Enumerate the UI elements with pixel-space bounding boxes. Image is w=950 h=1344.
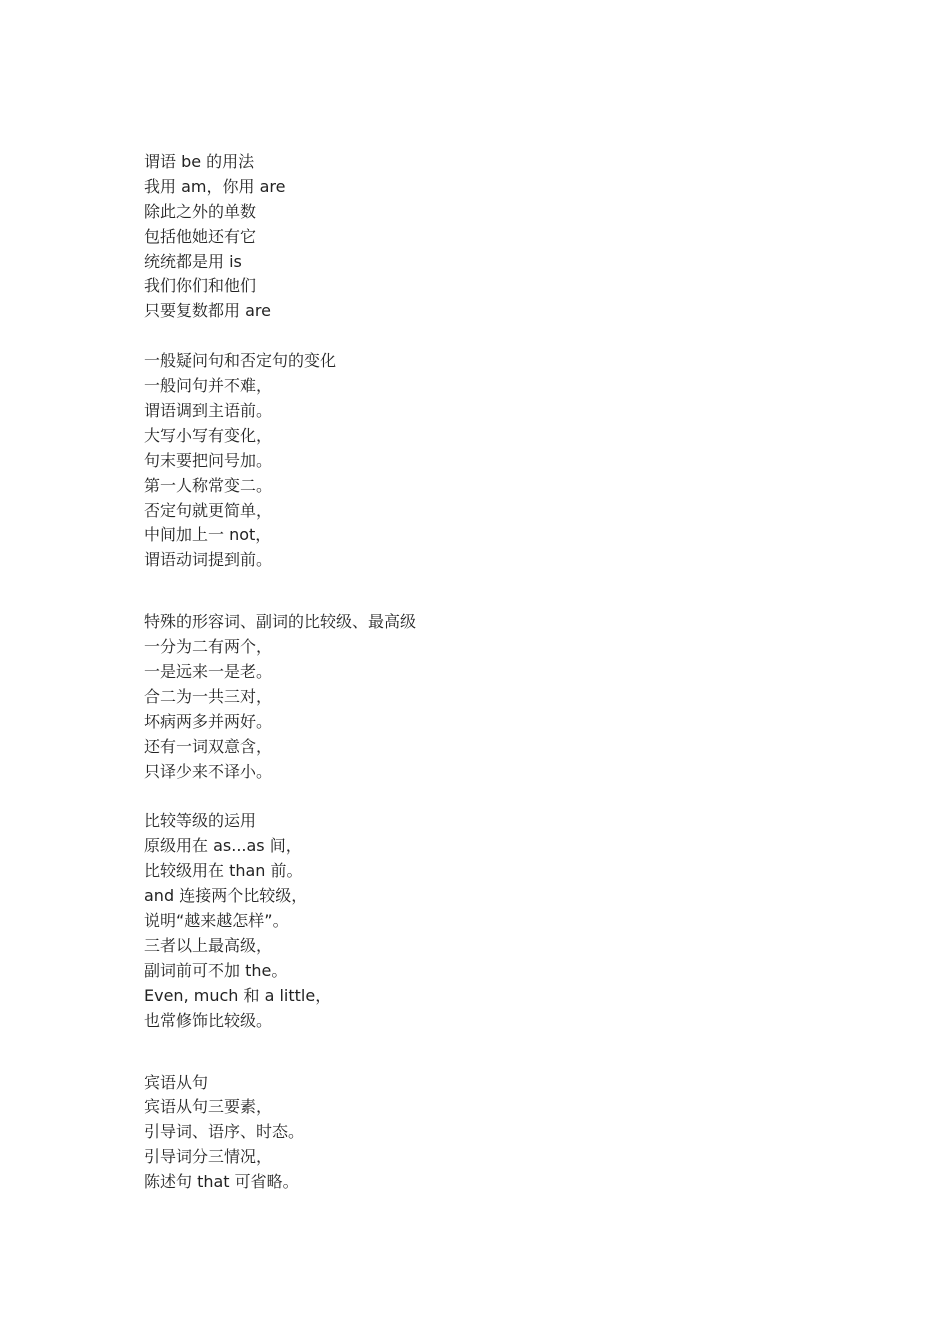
- section-title: 特殊的形容词、副词的比较级、最高级: [144, 612, 417, 632]
- verse-line: 一般问句并不难，: [144, 376, 273, 396]
- spacer: [144, 1034, 844, 1071]
- verse-line: 第一人称常变二。: [144, 475, 273, 495]
- verse-line: 包括他她还有它: [144, 226, 257, 246]
- verse-line: 说明“越来越怎样”。: [144, 911, 289, 931]
- section-object-clause: [144, 1071, 844, 1195]
- section-title: 一般疑问句和否定句的变化: [144, 351, 337, 371]
- verse-line: 大写小写有变化，: [144, 425, 273, 445]
- verse-line: 陈述句 that 可省略。: [144, 1172, 299, 1192]
- section-be-usage: [144, 150, 844, 324]
- verse-line: 谓语动词提到前。: [144, 550, 273, 570]
- document-page: [144, 150, 844, 1195]
- verse-line: 只译少来不译小。: [144, 761, 273, 781]
- spacer: [144, 784, 844, 809]
- verse-line: 原级用在 as...as 间，: [144, 836, 302, 856]
- verse-line: 否定句就更简单，: [144, 500, 273, 520]
- verse-line: 我用 am，你用 are: [144, 176, 286, 196]
- verse-line: 只要复数都用 are: [144, 301, 271, 321]
- verse-line: 副词前可不加 the。: [144, 960, 288, 980]
- verse-line: and 连接两个比较级，: [144, 886, 308, 906]
- verse-line: 除此之外的单数: [144, 201, 257, 221]
- section-title: 谓语 be 的用法: [144, 152, 255, 171]
- verse-line: 谓语调到主语前。: [144, 401, 273, 421]
- verse-line: 引导词、语序、时态。: [144, 1122, 305, 1142]
- spacer: [144, 324, 844, 349]
- section-title: 比较等级的运用: [144, 811, 257, 831]
- verse-line: 统统都是用 is: [144, 251, 242, 271]
- verse-line: 合二为一共三对，: [144, 686, 273, 706]
- verse-line: 我们你们和他们: [144, 276, 257, 296]
- verse-line: 三者以上最高级，: [144, 935, 273, 955]
- verse-line: 也常修饰比较级。: [144, 1010, 273, 1030]
- verse-line: 句末要把问号加。: [144, 450, 273, 470]
- verse-line: 还有一词双意含，: [144, 736, 273, 756]
- verse-line: Even, much 和 a little，: [144, 985, 332, 1005]
- section-comparison-usage: [144, 809, 844, 1033]
- section-special-comparatives: [144, 610, 844, 784]
- section-questions-negatives: [144, 349, 844, 573]
- verse-line: 宾语从句三要素，: [144, 1097, 273, 1117]
- verse-line: 中间加上一 not，: [144, 525, 272, 545]
- verse-line: 一是远来一是老。: [144, 662, 273, 682]
- spacer: [144, 573, 844, 610]
- section-title: 宾语从句: [144, 1072, 209, 1092]
- verse-line: 坏病两多并两好。: [144, 711, 273, 731]
- verse-line: 一分为二有两个，: [144, 637, 273, 657]
- verse-line: 引导词分三情况，: [144, 1147, 273, 1167]
- verse-line: 比较级用在 than 前。: [144, 861, 303, 881]
